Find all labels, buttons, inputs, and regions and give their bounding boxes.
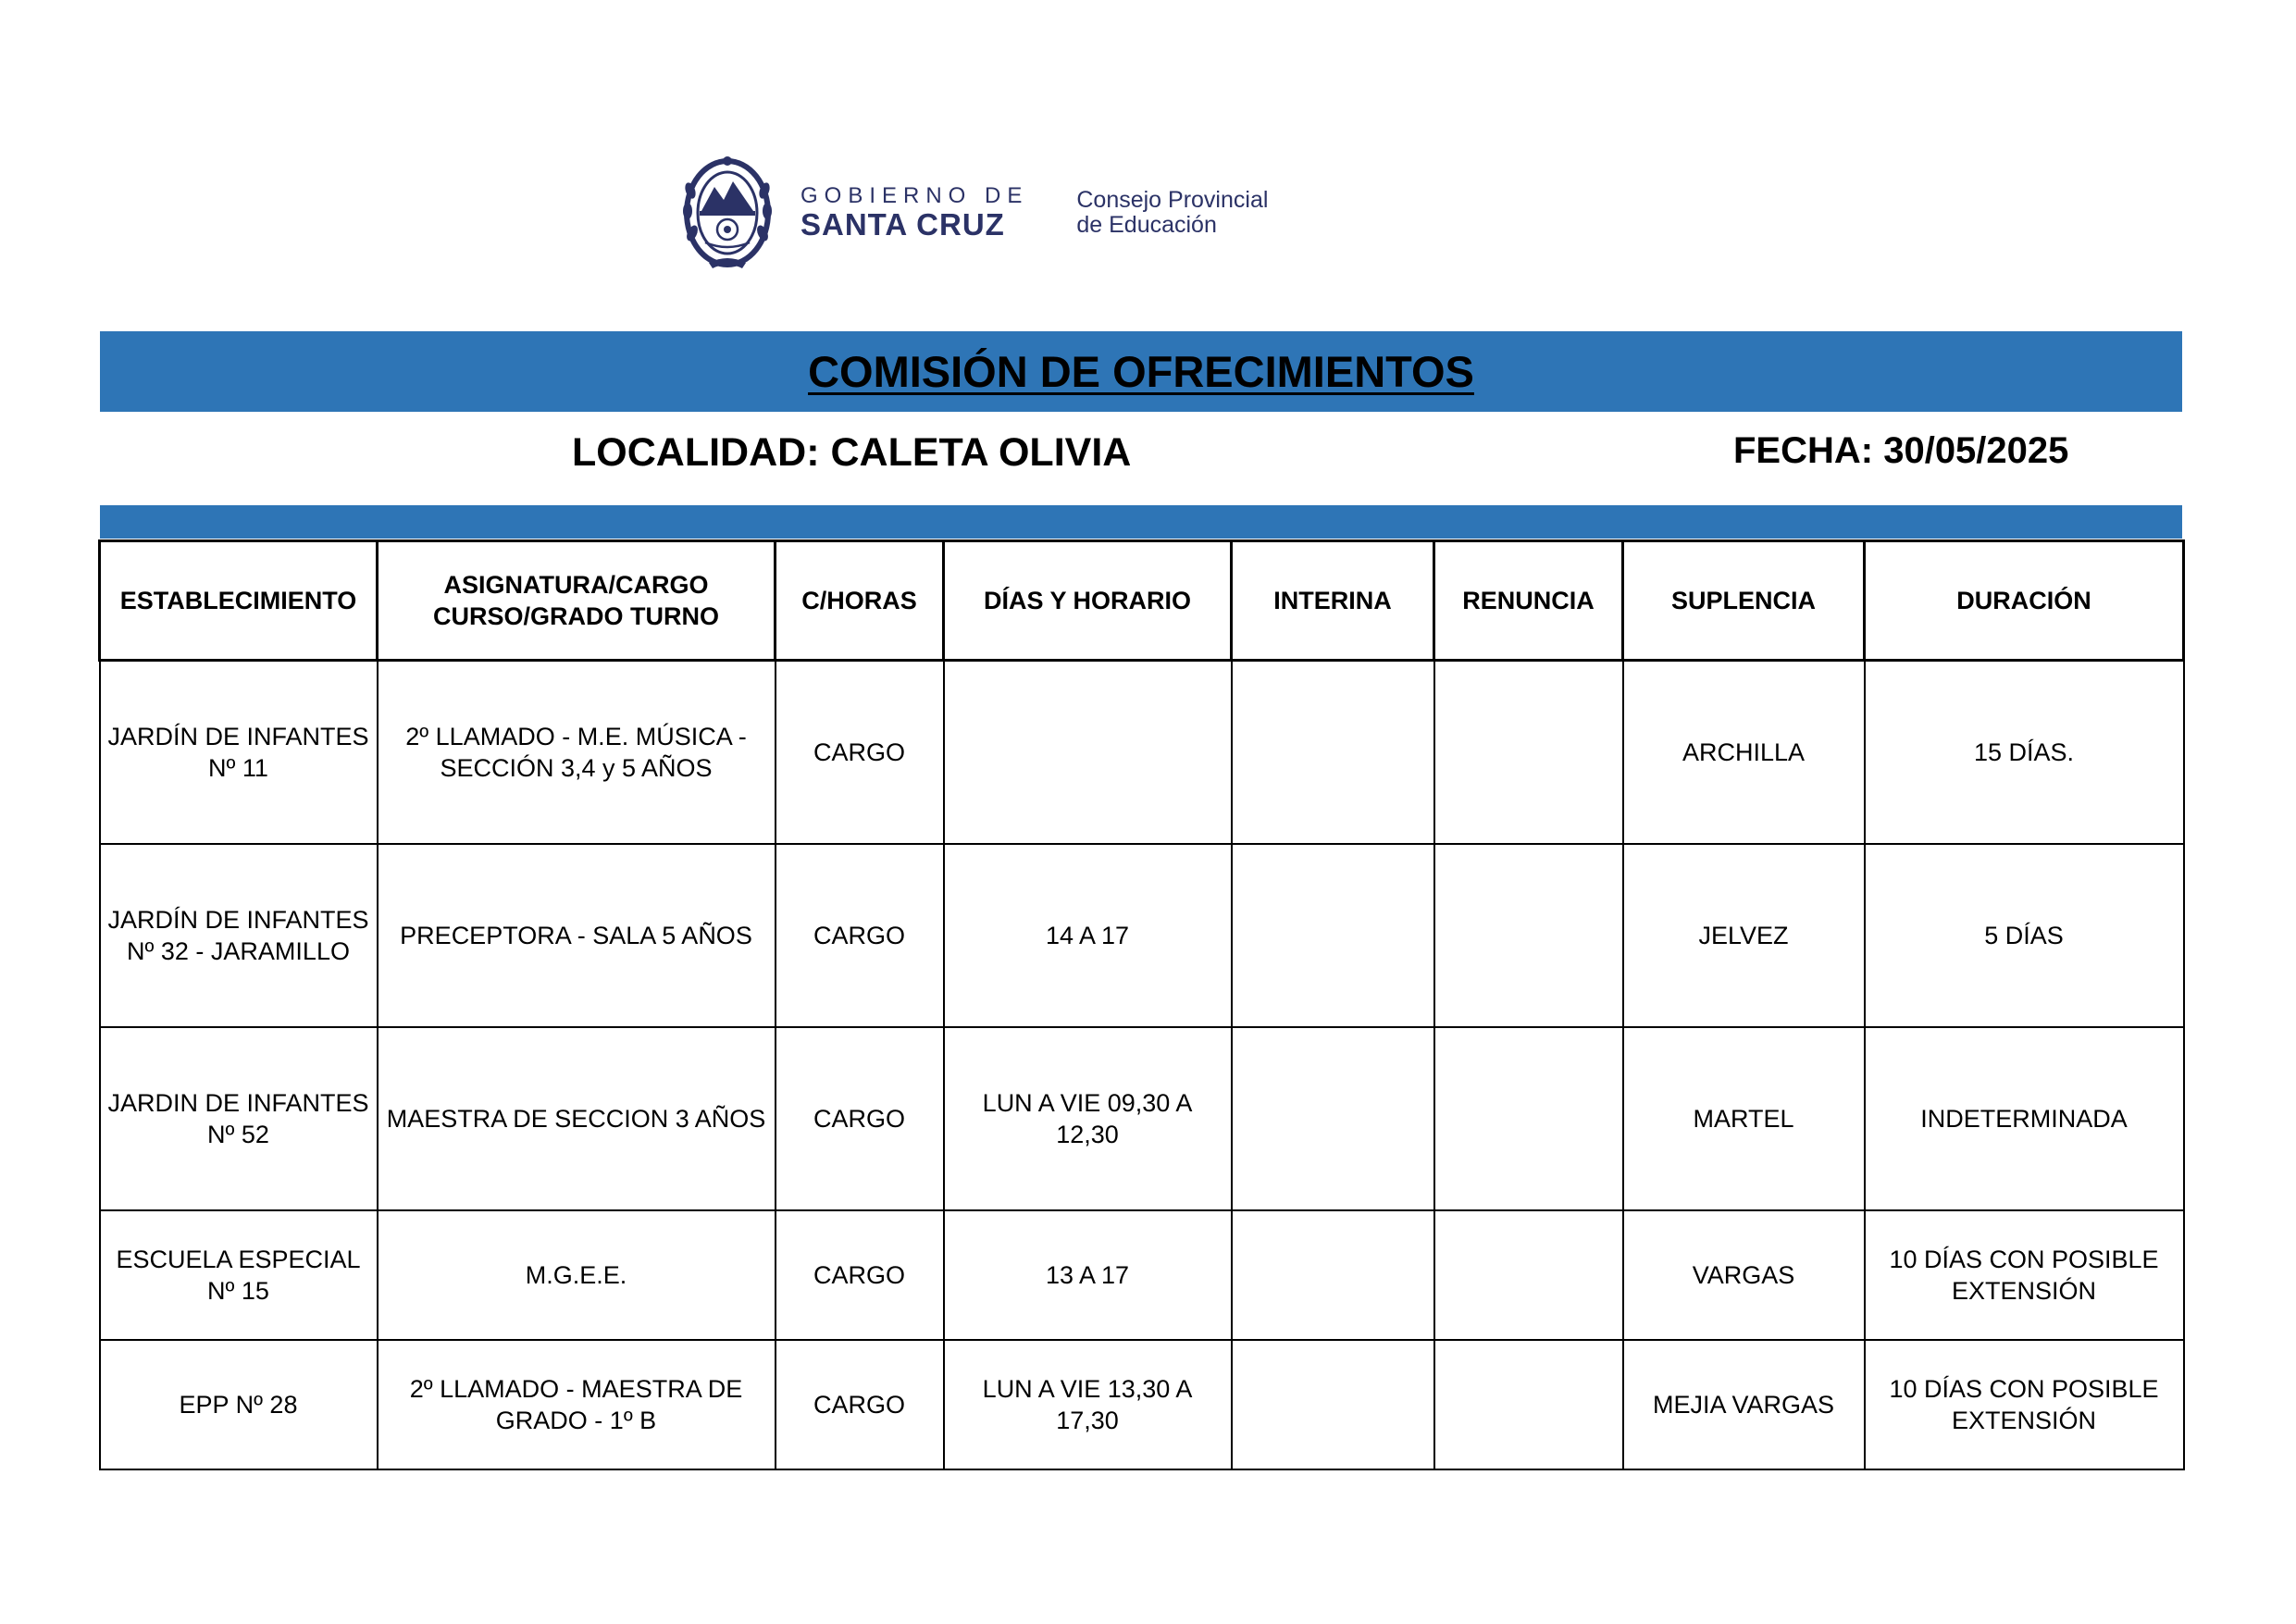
cell-renuncia xyxy=(1434,1340,1623,1469)
cell-renuncia xyxy=(1434,844,1623,1027)
cell-duracion xyxy=(1865,1027,2184,1210)
table-row xyxy=(100,1340,2184,1469)
cell-suplencia: ARCHILLA xyxy=(1623,661,1865,845)
council-line-2: de Educación xyxy=(1076,212,1217,238)
cell-text: PRECEPTORA - SALA 5 AÑOS xyxy=(400,922,752,949)
cell-text: LUN A VIE 09,30 A xyxy=(982,1089,1193,1117)
cell-establecimiento xyxy=(100,1210,378,1340)
cell-establecimiento xyxy=(100,1340,378,1469)
cell-text: SECCIÓN 3,4 y 5 AÑOS xyxy=(440,754,713,782)
cell-duracion xyxy=(1865,1210,2184,1340)
cell-interina xyxy=(1232,1210,1434,1340)
cell-text: 15 DÍAS. xyxy=(1973,738,2075,766)
cell-text: M.G.E.E. xyxy=(525,1261,627,1289)
page-title: COMISIÓN DE OFRECIMIENTOS xyxy=(808,347,1474,396)
cell-text: JARDÍN DE INFANTES xyxy=(107,723,369,750)
cell-text: 2º LLAMADO - MAESTRA DE xyxy=(409,1375,743,1403)
cell-asignatura xyxy=(378,1210,776,1340)
cell-dias xyxy=(944,844,1232,1027)
cell-text: EXTENSIÓN xyxy=(1951,1277,2097,1305)
cell-interina xyxy=(1232,1027,1434,1210)
cell-duracion xyxy=(1865,1340,2184,1469)
table-row xyxy=(100,844,2184,1027)
cell-suplencia: MARTEL xyxy=(1623,1027,1865,1210)
cell-text: GRADO - 1º B xyxy=(495,1407,657,1434)
cell-text: INDETERMINADA xyxy=(1920,1105,2128,1133)
council-name xyxy=(1076,188,1268,238)
cell-horas: CARGO xyxy=(776,1340,944,1469)
cell-text: 5 DÍAS xyxy=(1984,922,2064,949)
cell-text: 2º LLAMADO - M.E. MÚSICA - xyxy=(405,723,747,750)
header-interina: INTERINA xyxy=(1232,541,1434,661)
cell-establecimiento xyxy=(100,661,378,845)
cell-text: Nº 32 - JARAMILLO xyxy=(127,937,350,965)
cell-interina xyxy=(1232,661,1434,845)
table-row xyxy=(100,1210,2184,1340)
cell-establecimiento xyxy=(100,1027,378,1210)
cell-suplencia: MEJIA VARGAS xyxy=(1623,1340,1865,1469)
cell-text: JARDÍN DE INFANTES xyxy=(107,906,369,934)
cell-duracion xyxy=(1865,844,2184,1027)
cell-text: 13 A 17 xyxy=(1045,1261,1130,1289)
header-establecimiento: ESTABLECIMIENTO xyxy=(100,541,378,661)
cell-text: 14 A 17 xyxy=(1045,922,1130,949)
title-band xyxy=(100,331,2182,412)
cell-horas: CARGO xyxy=(776,661,944,845)
cell-text: 10 DÍAS CON POSIBLE xyxy=(1889,1246,2159,1273)
government-name xyxy=(800,184,1028,242)
header-horas: C/HORAS xyxy=(776,541,944,661)
cell-interina xyxy=(1232,1340,1434,1469)
cell-dias xyxy=(944,1340,1232,1469)
header-asignatura-line-1: ASIGNATURA/CARGO xyxy=(443,571,709,599)
cell-text: 10 DÍAS CON POSIBLE xyxy=(1889,1375,2159,1403)
cell-asignatura xyxy=(378,1340,776,1469)
cell-text: 12,30 xyxy=(1056,1121,1119,1148)
table-row xyxy=(100,661,2184,845)
header-asignatura-line-2: CURSO/GRADO TURNO xyxy=(433,602,719,630)
cell-text: Nº 52 xyxy=(207,1121,269,1148)
province-label: SANTA CRUZ xyxy=(800,207,1005,242)
date-label: FECHA: 30/05/2025 xyxy=(1733,430,2069,471)
coat-of-arms-icon xyxy=(680,154,775,272)
table-header-row xyxy=(100,541,2184,661)
cell-text: JARDIN DE INFANTES xyxy=(107,1089,369,1117)
cell-renuncia xyxy=(1434,661,1623,845)
cell-text: Nº 11 xyxy=(208,754,268,782)
cell-dias xyxy=(944,1027,1232,1210)
cell-dias xyxy=(944,1210,1232,1340)
cell-text: 17,30 xyxy=(1056,1407,1119,1434)
header-asignatura xyxy=(378,541,776,661)
cell-horas: CARGO xyxy=(776,1210,944,1340)
cell-renuncia xyxy=(1434,1210,1623,1340)
header-duracion: DURACIÓN xyxy=(1865,541,2184,661)
header-renuncia: RENUNCIA xyxy=(1434,541,1623,661)
table-row xyxy=(100,1027,2184,1210)
cell-text: EPP Nº 28 xyxy=(179,1391,298,1419)
locality-label: LOCALIDAD: CALETA OLIVIA xyxy=(572,430,1132,475)
header-dias: DÍAS Y HORARIO xyxy=(944,541,1232,661)
cell-text: EXTENSIÓN xyxy=(1951,1407,2097,1434)
cell-horas: CARGO xyxy=(776,844,944,1027)
cell-renuncia xyxy=(1434,1027,1623,1210)
cell-establecimiento xyxy=(100,844,378,1027)
header-suplencia: SUPLENCIA xyxy=(1623,541,1865,661)
cell-asignatura xyxy=(378,844,776,1027)
cell-asignatura xyxy=(378,1027,776,1210)
offers-table xyxy=(98,539,2185,1470)
government-label: GOBIERNO DE xyxy=(800,183,1029,208)
cell-duracion xyxy=(1865,661,2184,845)
cell-interina xyxy=(1232,844,1434,1027)
council-line-1: Consejo Provincial xyxy=(1076,187,1269,213)
cell-text: Nº 15 xyxy=(207,1277,269,1305)
cell-text: MAESTRA DE SECCION 3 AÑOS xyxy=(386,1105,766,1133)
cell-text: LUN A VIE 13,30 A xyxy=(982,1375,1193,1403)
cell-text: ESCUELA ESPECIAL xyxy=(116,1246,361,1273)
cell-dias xyxy=(944,661,1232,845)
header-logo xyxy=(680,153,1268,273)
cell-suplencia: VARGAS xyxy=(1623,1210,1865,1340)
cell-suplencia: JELVEZ xyxy=(1623,844,1865,1027)
cell-asignatura xyxy=(378,661,776,845)
cell-horas: CARGO xyxy=(776,1027,944,1210)
separator-bar xyxy=(100,505,2182,539)
